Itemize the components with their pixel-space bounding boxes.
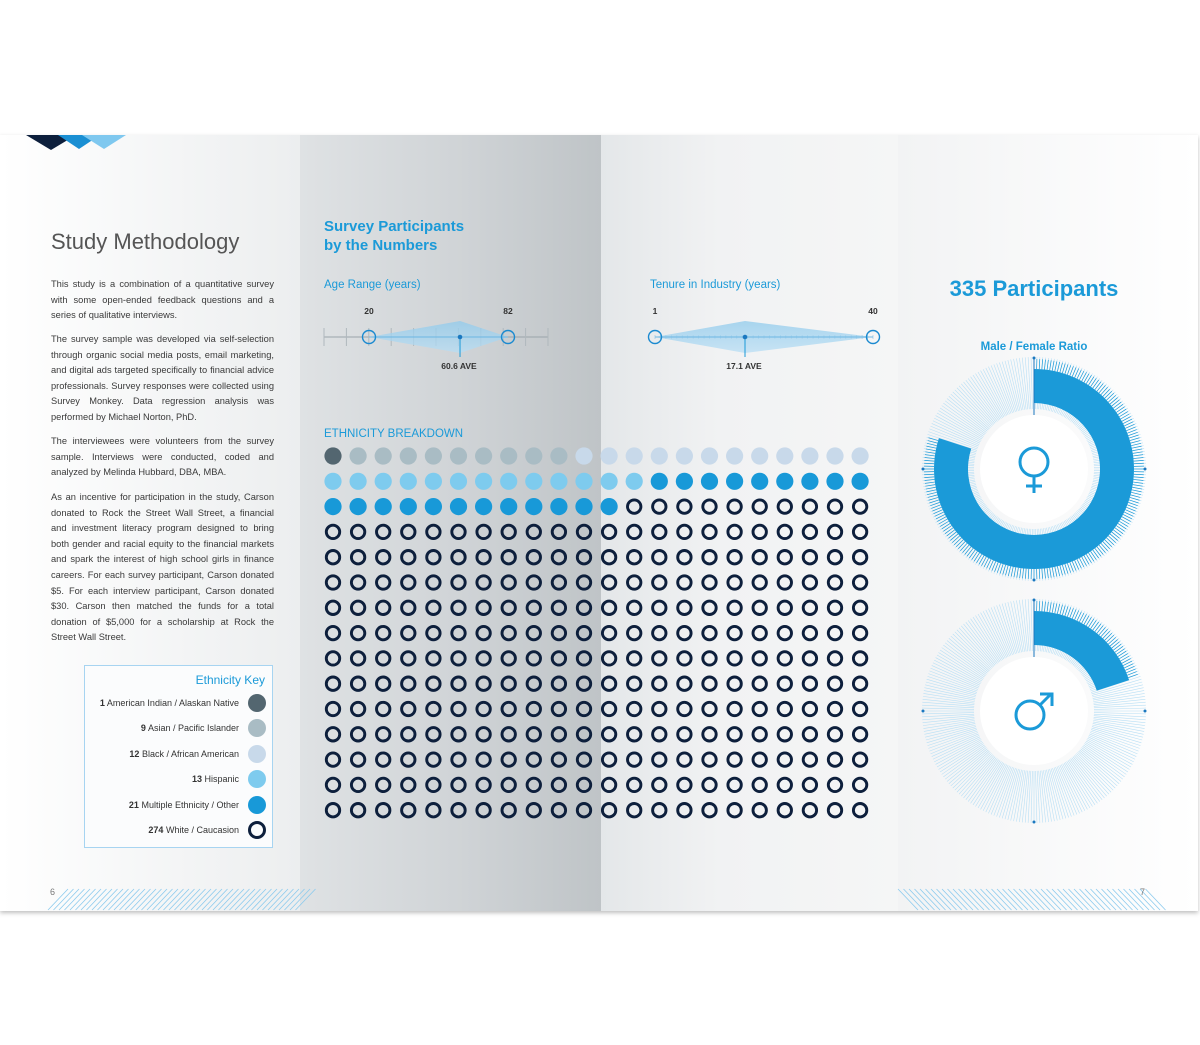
ethnicity-dot: [350, 473, 367, 490]
ethnicity-dot: [525, 447, 542, 464]
ethnicity-dot: [626, 447, 643, 464]
key-label: Asian / Pacific Islander: [147, 723, 239, 733]
ethnicity-dot: [400, 447, 417, 464]
ethnicity-dot: [375, 473, 392, 490]
ethnicity-dot: [852, 447, 869, 464]
key-count: 9: [140, 723, 146, 733]
key-count: 21: [128, 800, 139, 810]
dial-axis-dot: [1033, 357, 1036, 360]
ethnicity-dot: [751, 447, 768, 464]
ethnicity-dot: [550, 498, 567, 515]
ethnicity-dot: [575, 447, 592, 464]
ethnicity-dot: [375, 447, 392, 464]
key-count: 13: [191, 774, 202, 784]
key-row-black: [84, 743, 266, 765]
ethnicity-dot: [826, 473, 843, 490]
participants-count: 335 Participants: [949, 276, 1119, 301]
ethnicity-dot: [324, 498, 341, 515]
methodology-paragraph-3: The interviewees were volunteers from the survey sample. Interviews were conducted, coded and analyzed by Melinda Hubbard, DBA, MBA.: [51, 436, 274, 478]
methodology-paragraph-2: The survey sample was developed via self-selection through organic social media posts, email marketing, and digital ads targeted specifically to financial advice professionals. Survey responses were collected using Survey Monkey. Data regression analysis was performed by Michael Norton, PhD.: [51, 334, 274, 422]
key-row-white: [84, 819, 266, 841]
key-swatch: [248, 719, 266, 737]
dial-center: [980, 415, 1088, 523]
key-swatch: [248, 694, 266, 712]
page-number-left: 6: [50, 887, 56, 897]
survey-title-line2: by the Numbers: [324, 237, 438, 254]
ethnicity-dot: [751, 473, 768, 490]
methodology-paragraph-4: As an incentive for participation in the study, Carson donated to Rock the Street Wall Street, a financial and investment literacy program designed to bring both gender and racial equity to the financial markets and spark the interest of high school girls in finance careers. For each survey participant, Carson donated $5. For each interview participant, Carson donated $30. Carson then matched the funds for a total donation of $5,000 for a scholarship at Rock the Street Wall Street.: [51, 492, 274, 643]
dial-axis-dot: [1033, 579, 1036, 582]
gauge-average-marker: [458, 335, 463, 340]
ethnicity-dot: [651, 447, 668, 464]
tenure-heading: Tenure in Industry (years): [650, 279, 781, 291]
ethnicity-dot: [676, 473, 693, 490]
ethnicity-dot: [400, 473, 417, 490]
ethnicity-dot: [350, 447, 367, 464]
ethnicity-dot: [852, 473, 869, 490]
ethnicity-dot: [601, 473, 618, 490]
key-row-asian: [84, 717, 266, 739]
survey-title-line1: Survey Participants: [324, 218, 465, 235]
ethnicity-dot: [500, 447, 517, 464]
ethnicity-dot: [475, 498, 492, 515]
ethnicity-dot: [525, 473, 542, 490]
tenure-max-label: 40: [868, 306, 878, 316]
key-swatch: [248, 796, 266, 814]
ethnicity-dot: [425, 447, 442, 464]
ethnicity-dot: [801, 473, 818, 490]
ethnicity-key-title: Ethnicity Key: [195, 673, 265, 687]
dial-axis-dot: [1033, 599, 1036, 602]
age-min-label: 20: [364, 306, 374, 316]
key-row-multiple: [84, 794, 266, 816]
ethnicity-dot: [701, 447, 718, 464]
key-row-hispanic: [84, 768, 266, 790]
ethnicity-dot: [601, 447, 618, 464]
dial-axis-dot: [1144, 710, 1147, 713]
ethnicity-dot: [375, 498, 392, 515]
dial-center: [980, 657, 1088, 765]
ethnicity-dot: [400, 498, 417, 515]
dial-axis-dot: [1144, 468, 1147, 471]
ethnicity-dot: [450, 473, 467, 490]
age-average-label: 60.6 AVE: [441, 361, 477, 371]
ethnicity-dot: [726, 447, 743, 464]
age-max-label: 82: [503, 306, 513, 316]
ethnicity-dot: [500, 473, 517, 490]
gauge-average-marker: [743, 335, 748, 340]
page-title: Study Methodology: [51, 229, 240, 254]
ethnicity-dot: [776, 473, 793, 490]
ethnicity-dot: [425, 473, 442, 490]
dial-axis-dot: [922, 468, 925, 471]
tenure-average-label: 17.1 AVE: [726, 361, 762, 371]
key-row-american-indian: [84, 692, 266, 714]
ethnicity-dot: [626, 473, 643, 490]
ethnicity-dot: [776, 447, 793, 464]
key-label: White / Caucasion: [165, 825, 239, 835]
ethnicity-dot: [525, 498, 542, 515]
ethnicity-dot: [701, 473, 718, 490]
key-count: 12: [129, 749, 140, 759]
ethnicity-dot: [676, 447, 693, 464]
ethnicity-dot: [601, 498, 618, 515]
ethnicity-dot: [801, 447, 818, 464]
ethnicity-dot: [550, 447, 567, 464]
methodology-paragraph-1: This study is a combination of a quantitative survey with some open-ended feedback questions and a series of qualitative interviews.: [51, 279, 274, 321]
ethnicity-dot: [324, 473, 341, 490]
tenure-min-label: 1: [652, 306, 658, 316]
key-label: Multiple Ethnicity / Other: [141, 800, 239, 810]
page-number-right: 7: [1140, 887, 1146, 897]
key-count: 274: [148, 825, 164, 835]
key-swatch: [248, 770, 266, 788]
ethnicity-dot: [450, 447, 467, 464]
male-ratio-dial: [922, 599, 1147, 824]
ethnicity-dot: [575, 473, 592, 490]
age-range-heading: Age Range (years): [324, 279, 421, 291]
ethnicity-dot: [475, 447, 492, 464]
ethnicity-dot: [550, 473, 567, 490]
key-swatch: [248, 745, 266, 763]
key-label: Hispanic: [204, 774, 239, 784]
ethnicity-dot: [475, 473, 492, 490]
ethnicity-dot: [450, 498, 467, 515]
ethnicity-dot: [575, 498, 592, 515]
ratio-title: Male / Female Ratio: [980, 341, 1088, 353]
key-swatch: [248, 821, 266, 839]
ethnicity-dot: [350, 498, 367, 515]
dial-axis-dot: [1033, 821, 1036, 824]
female-ratio-dial: [922, 357, 1147, 582]
ethnicity-breakdown-heading: ETHNICITY BREAKDOWN: [324, 428, 464, 440]
key-label: American Indian / Alaskan Native: [106, 698, 239, 708]
ethnicity-dot: [425, 498, 442, 515]
ethnicity-dot: [826, 447, 843, 464]
ethnicity-dot: [324, 447, 341, 464]
key-count: 1: [99, 698, 105, 708]
ethnicity-dot: [500, 498, 517, 515]
dial-axis-dot: [922, 710, 925, 713]
key-label: Black / African American: [141, 749, 239, 759]
ethnicity-dot: [651, 473, 668, 490]
ethnicity-dot: [726, 473, 743, 490]
